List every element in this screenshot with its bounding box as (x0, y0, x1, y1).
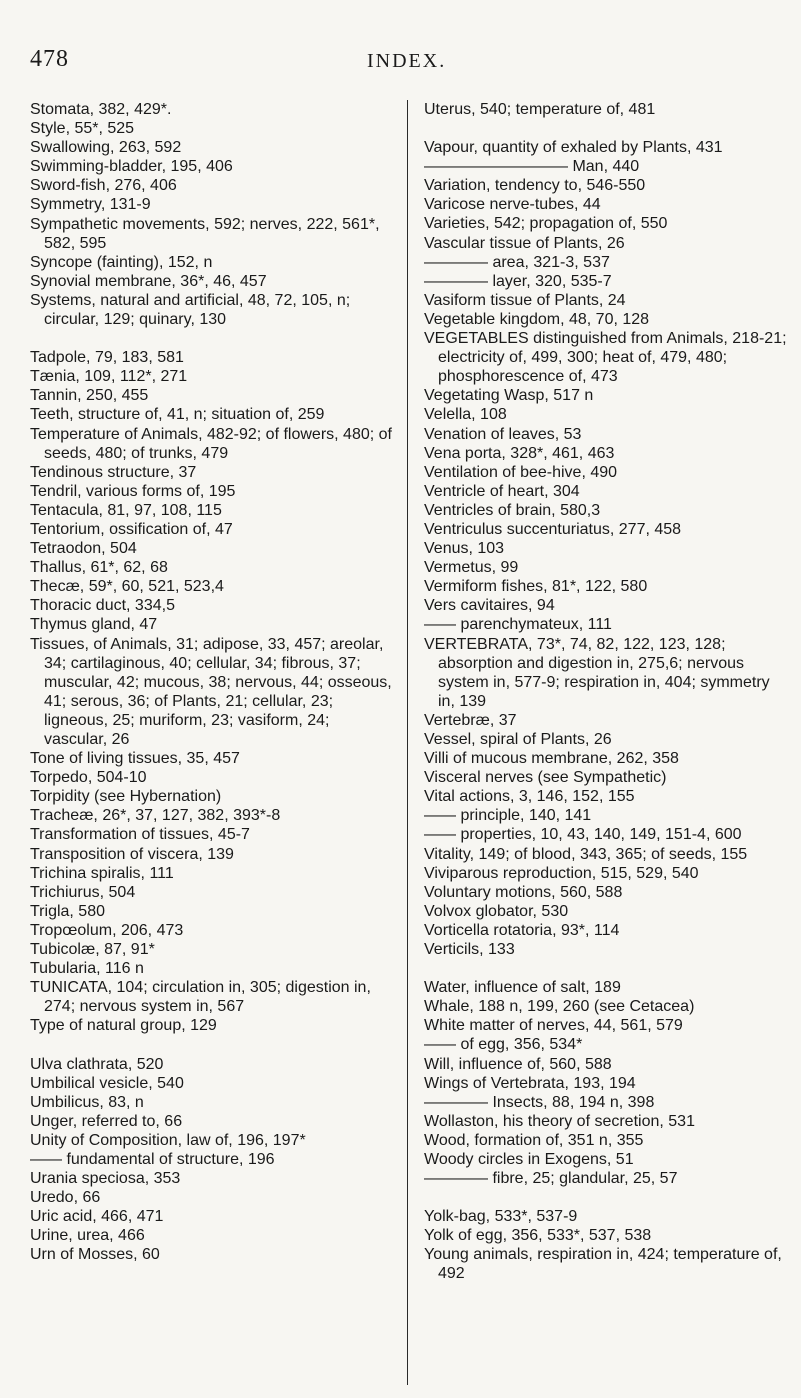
index-entry: VEGETABLES distinguished from Animals, 218-21; electricity of, 499, 300; heat of, 479, 480; phosphorescence of, 473 (424, 330, 787, 386)
index-entry: Tentacula, 81, 97, 108, 115 (30, 501, 222, 519)
index-entry: Uterus, 540; temperature of, 481 (424, 101, 656, 118)
index-entry: Wood, formation of, 351 n, 355 (424, 1131, 644, 1149)
index-entry: Transposition of viscera, 139 (30, 845, 234, 863)
index-entry: Vorticella rotatoria, 93*, 114 (424, 921, 620, 939)
index-entry: Uredo, 66 (30, 1189, 101, 1207)
index-entry: —— properties, 10, 43, 140, 149, 151-4, 600 (424, 826, 742, 844)
index-entry: Sympathetic movements, 592; nerves, 222, 561*, 582, 595 (30, 215, 380, 252)
index-entry: Young animals, respiration in, 424; temperature of, 492 (424, 1246, 782, 1283)
index-entry: Water, influence of salt, 189 (424, 979, 621, 997)
index-entry: Venus, 103 (424, 540, 505, 558)
index-entry: ———— layer, 320, 535-7 (424, 272, 612, 290)
index-entry: Torpidity (see Hybernation) (30, 788, 222, 806)
index-entry: Vascular tissue of Plants, 26 (424, 234, 625, 252)
index-entry: Urn of Mosses, 60 (30, 1246, 160, 1264)
index-entry: Stomata, 382, 429*. (30, 101, 172, 118)
index-entry: Ventilation of bee-hive, 490 (424, 463, 618, 481)
index-entry: Teeth, structure of, 41, n; situation of, 259 (30, 406, 325, 424)
index-column-left (30, 100, 392, 1265)
index-entry: Swallowing, 263, 592 (30, 139, 182, 157)
index-entry: Vena porta, 328*, 461, 463 (424, 444, 615, 462)
index-entry: Will, influence of, 560, 588 (424, 1055, 612, 1073)
index-entry: —— of egg, 356, 534* (424, 1036, 583, 1054)
index-entry: Vegetating Wasp, 517 n (424, 387, 594, 405)
index-entry: Wings of Vertebrata, 193, 194 (424, 1074, 636, 1092)
index-entry: Thallus, 61*, 62, 68 (30, 559, 168, 577)
index-entry: Tentorium, ossification of, 47 (30, 520, 233, 538)
section-gap (424, 1188, 790, 1207)
index-entry: Tannin, 250, 455 (30, 387, 149, 405)
index-entry: Vessel, spiral of Plants, 26 (424, 731, 612, 748)
index-entry: ———— Insects, 88, 194 n, 398 (424, 1093, 655, 1111)
index-entry: Viviparous reproduction, 515, 529, 540 (424, 864, 699, 882)
index-entry: Vital actions, 3, 146, 152, 155 (424, 788, 635, 806)
section-gap (30, 1036, 392, 1055)
index-entry: Yolk of egg, 356, 533*, 537, 538 (424, 1227, 652, 1245)
index-entry: Vers cavitaires, 94 (424, 597, 555, 615)
index-entry: Tadpole, 79, 183, 581 (30, 349, 184, 367)
index-entry: Syncope (fainting), 152, n (30, 253, 213, 271)
index-entry: Unger, referred to, 66 (30, 1112, 183, 1130)
index-entry: Voluntary motions, 560, 588 (424, 883, 623, 901)
index-entry: Venation of leaves, 53 (424, 425, 582, 443)
index-entry: Thoracic duct, 334,5 (30, 597, 175, 615)
index-entry: Urine, urea, 466 (30, 1227, 145, 1245)
index-entry: Vasiform tissue of Plants, 24 (424, 291, 626, 309)
column-divider (407, 100, 408, 1385)
index-entry: Velella, 108 (424, 406, 507, 424)
index-entry: Tissues, of Animals, 31; adipose, 33, 457; areolar, 34; cartilaginous, 40; cellular, 34; fibrous, 37; muscular, 42; mucous, 38; nervous, 44; osseous, 41; serous, 36; of Plants, 21; cellular, 23; ligneous, 25; muriform, 23; vasiform, 24; vascular, 26 (30, 635, 392, 748)
index-entry: Verticils, 133 (424, 941, 515, 959)
index-entry: Ventriculus succenturiatus, 277, 458 (424, 520, 682, 538)
index-entry: Ulva clathrata, 520 (30, 1055, 164, 1073)
index-entry: Wollaston, his theory of secretion, 531 (424, 1112, 695, 1130)
index-entry: Woody circles in Exogens, 51 (424, 1150, 634, 1168)
index-entry: Swimming-bladder, 195, 406 (30, 158, 233, 176)
index-entry: ———— fibre, 25; glandular, 25, 57 (424, 1170, 678, 1188)
index-entry: Whale, 188 n, 199, 260 (see Cetacea) (424, 998, 695, 1016)
index-entry: Vegetable kingdom, 48, 70, 128 (424, 310, 650, 328)
index-entry: Thecæ, 59*, 60, 521, 523,4 (30, 578, 224, 596)
index-entry: ———— area, 321-3, 537 (424, 253, 610, 271)
index-entry: Tropœolum, 206, 473 (30, 921, 184, 939)
index-entry: Ventricles of brain, 580,3 (424, 501, 601, 519)
index-entry: Umbilicus, 83, n (30, 1093, 144, 1111)
index-entry: Sword-fish, 276, 406 (30, 177, 177, 195)
section-gap (424, 959, 790, 978)
index-entry: Tetraodon, 504 (30, 540, 137, 558)
index-entry: Villi of mucous membrane, 262, 358 (424, 750, 679, 768)
index-entry: Unity of Composition, law of, 196, 197* (30, 1131, 306, 1149)
index-entry: Type of natural group, 129 (30, 1017, 217, 1035)
index-entry: Ventricle of heart, 304 (424, 482, 580, 500)
index-entry: ————————— Man, 440 (424, 158, 640, 176)
index-entry: Temperature of Animals, 482-92; of flowers, 480; of seeds, 480; of trunks, 479 (30, 425, 392, 462)
index-entry: Synovial membrane, 36*, 46, 457 (30, 272, 267, 290)
index-entry: Tendril, various forms of, 195 (30, 482, 236, 500)
index-entry: Tendinous structure, 37 (30, 463, 197, 481)
index-entry: Torpedo, 504-10 (30, 769, 147, 787)
index-entry: Transformation of tissues, 45-7 (30, 826, 250, 844)
section-gap (30, 329, 392, 348)
index-entry: VERTEBRATA, 73*, 74, 82, 122, 123, 128; absorption and digestion in, 275,6; nervous system in, 577-9; respiration in, 404; symmetry in, 139 (424, 635, 770, 710)
index-entry: Vapour, quantity of exhaled by Plants, 431 (424, 139, 723, 157)
index-entry: Uric acid, 466, 471 (30, 1208, 164, 1226)
index-entry: —— parenchymateux, 111 (424, 616, 612, 634)
index-column-right (424, 100, 790, 1284)
index-entry: Trichiurus, 504 (30, 883, 136, 901)
index-entry: Symmetry, 131-9 (30, 196, 151, 214)
index-entry: Visceral nerves (see Sympathetic) (424, 769, 667, 787)
index-entry: Style, 55*, 525 (30, 120, 135, 138)
index-entry: White matter of nerves, 44, 561, 579 (424, 1017, 683, 1035)
index-entry: Trigla, 580 (30, 902, 105, 920)
index-entry: Tone of living tissues, 35, 457 (30, 750, 240, 768)
index-entry: Vermetus, 99 (424, 559, 519, 577)
index-entry: Varicose nerve-tubes, 44 (424, 196, 601, 214)
index-entry: Tracheæ, 26*, 37, 127, 382, 393*-8 (30, 807, 281, 825)
index-entry: —— fundamental of structure, 196 (30, 1150, 275, 1168)
index-entry: Vermiform fishes, 81*, 122, 580 (424, 578, 648, 596)
index-entry: TUNICATA, 104; circulation in, 305; digestion in, 274; nervous system in, 567 (30, 979, 371, 1016)
index-entry: Volvox globator, 530 (424, 902, 569, 920)
index-entry: Urania speciosa, 353 (30, 1170, 181, 1188)
index-entry: Tænia, 109, 112*, 271 (30, 368, 188, 386)
index-entry: Tubicolæ, 87, 91* (30, 941, 155, 959)
index-entry: Vitality, 149; of blood, 343, 365; of seeds, 155 (424, 845, 748, 863)
index-entry: Vertebræ, 37 (424, 711, 517, 729)
page-number: 478 (30, 46, 69, 72)
index-entry: Tubularia, 116 n (30, 960, 144, 978)
index-entry: Yolk-bag, 533*, 537-9 (424, 1208, 578, 1226)
page-title: INDEX. (367, 50, 447, 72)
index-entry: —— principle, 140, 141 (424, 807, 592, 825)
index-entry: Trichina spiralis, 111 (30, 864, 174, 882)
page-header (0, 46, 801, 82)
section-gap (424, 119, 790, 138)
index-entry: Systems, natural and artificial, 48, 72, 105, n; circular, 129; quinary, 130 (30, 291, 351, 329)
index-entry: Variation, tendency to, 546-550 (424, 177, 646, 195)
index-entry: Varieties, 542; propagation of, 550 (424, 215, 668, 233)
index-entry: Umbilical vesicle, 540 (30, 1074, 184, 1092)
index-entry: Thymus gland, 47 (30, 616, 158, 634)
